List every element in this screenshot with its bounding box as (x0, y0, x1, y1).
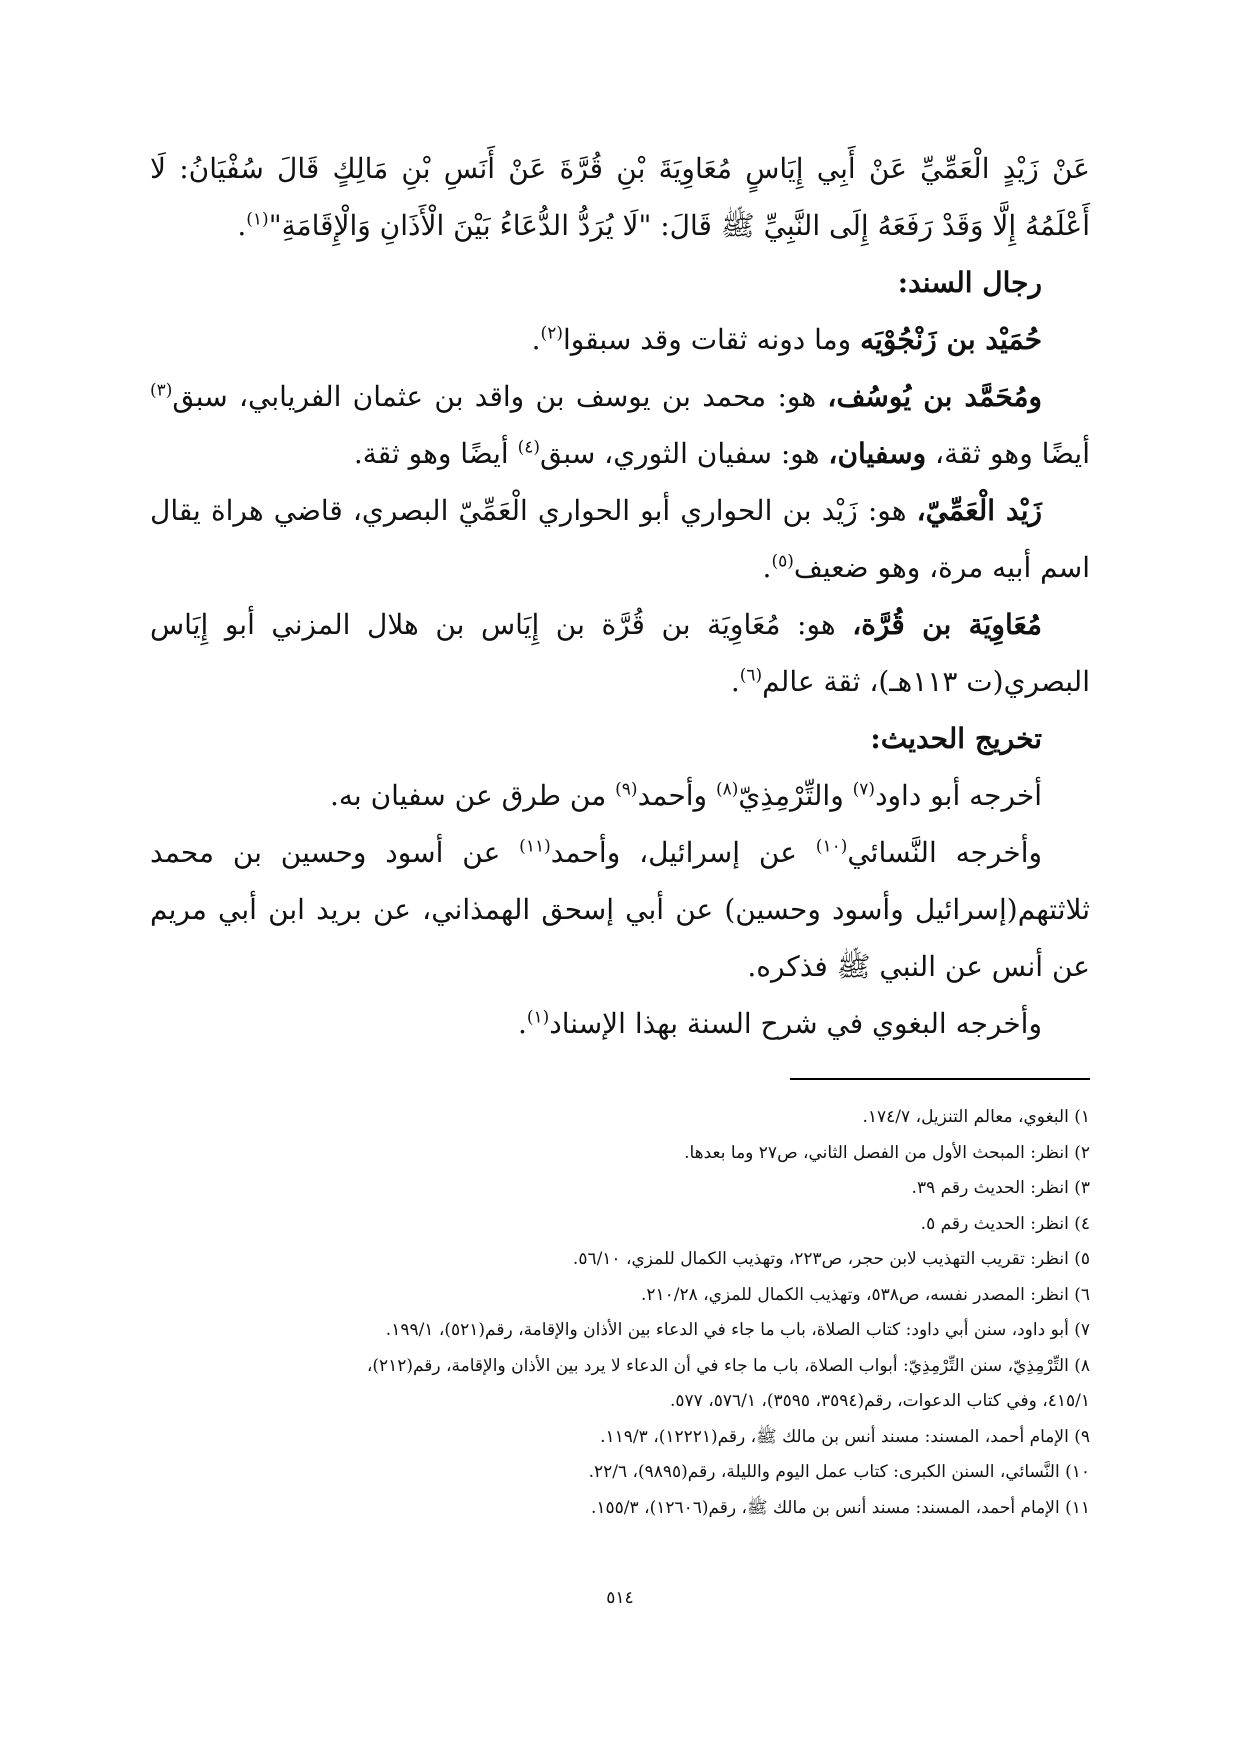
footnote-ref[interactable]: (٢) (540, 323, 563, 344)
hadith-text-paragraph: عَنْ زَيْدٍ الْعَمِّيِّ عَنْ أَبِي إِيَاسٍ مُعَاوِيَةَ بْنِ قُرَّةَ عَنْ أَنَسِ بْنِ مَالِكٍ قَالَ سُفْيَانُ: لَا أَعْلَمُهُ إِلَّا وَقَدْ رَفَعَهُ إِلَى النَّبِيِّ ﷺ قَالَ: "لَا يُرَدُّ الدُّعَاءُ بَيْنَ الْأَذَانِ وَالْإِقَامَةِ"$^{(١)}$. (150, 152, 1090, 242)
footnote-ref[interactable]: (١١) (519, 836, 551, 857)
footnotes-list (150, 1100, 1090, 1526)
footnote-item: ٩) الإمام أحمد، المسند: مسند أنس بن مالك ﷺ، رقم(١٢٢٢١)، ١١٩/٣. (600, 1426, 1090, 1447)
takhrij-paragraph: وأخرجه النَّسائي$^{(١٠)}$ عن إسرائيل، وأحمد$^{(١١)}$ عن أسود وحسين بن محمد ثلاثتهم(إسرائيل وأسود وحسين) عن أبي إسحق الهمذاني، عن بريد ابن أبي مريم عن أنس عن النبي ﷺ فذكره. (150, 836, 1090, 983)
narrator-name: وسفيان، (828, 437, 927, 470)
takhrij-paragraph: وأخرجه البغوي في شرح السنة بهذا الإسناد$^{(١)}$. (517, 1007, 1042, 1040)
narrator-name: ومُحَمَّد بن يُوسُف، (827, 380, 1042, 413)
main-text (150, 140, 1090, 1052)
section-heading-rijal: رجال السند: (897, 266, 1042, 299)
footnote-item: ٥) انظر: تقريب التهذيب لابن حجر، ص٢٢٣، وتهذيب الكمال للمزي، ٥٦/١٠. (572, 1249, 1090, 1269)
footnote-ref[interactable]: (٣) (150, 380, 173, 401)
footnote-ref[interactable]: (٤) (517, 437, 541, 458)
footnote-item: ١٠) النَّسائي، السنن الكبرى: كتاب عمل اليوم والليلة، رقم(٩٨٩٥)، ٢٢/٦. (588, 1462, 1090, 1482)
narrator-name: مُعَاوِيَة بن قُرَّة، (852, 608, 1042, 641)
footnote-ref[interactable]: (١٠) (815, 836, 848, 857)
narrator-paragraph: حُمَيْد بن زَنْجُوْيَه وما دونه ثقات وقد سبقوا$^{(٢)}$. (531, 323, 1042, 356)
footnote-item-continuation: ٤١٥/١، وفي كتاب الدعوات، رقم(٣٥٩٤، ٣٥٩٥)، ٥٧٦/١، ٥٧٧. (670, 1391, 1090, 1411)
footnote-item: ١) البغوي، معالم التنزيل، ١٧٤/٧. (862, 1107, 1090, 1127)
footnote-item: ٤) انظر: الحديث رقم ٥. (920, 1213, 1090, 1234)
narrator-paragraph: مُعَاوِيَة بن قُرَّة، هو: مُعَاوِيَة بن قُرَّة بن إِيَاس بن هلال المزني أبو إِيَاس البصري(ت ١١٣هـ)، ثقة عالم$^{(٦)}$. (150, 608, 1090, 698)
narrator-paragraph: زَيْد الْعَمِّيّ، هو: زَيْد بن الحواري أبو الحواري الْعَمِّيّ البصري، قاضي هراة يقال اسم أبيه مرة، وهو ضعيف$^{(٥)}$. (150, 494, 1090, 584)
page-body (150, 140, 1090, 1052)
footnote-item: ١١) الإمام أحمد، المسند: مسند أنس بن مالك ﷺ، رقم(١٢٦٠٦)، ١٥٥/٣. (591, 1497, 1090, 1518)
narrator-name: حُمَيْد بن زَنْجُوْيَه (860, 323, 1042, 356)
hadith-text: عَنْ زَيْدٍ الْعَمِّيِّ عَنْ أَبِي إِيَاسٍ مُعَاوِيَةَ بْنِ قُرَّةَ عَنْ أَنَسِ بْنِ مَالِكٍ قَالَ سُفْيَانُ: لَا أَعْلَمُهُ إِلَّا وَقَدْ رَفَعَهُ إِلَى النَّبِيِّ ﷺ قَالَ: "لَا يُرَدُّ الدُّعَاءُ بَيْنَ الْأَذَانِ وَالْإِقَامَةِ" (150, 152, 1090, 242)
footnote-item: ٢) انظر: المبحث الأول من الفصل الثاني، ص٢٧ وما بعدها. (684, 1142, 1090, 1163)
footnote-ref[interactable]: (١) (526, 1007, 550, 1028)
footnote-ref[interactable]: (٦) (739, 665, 763, 686)
footnote-ref[interactable]: (٥) (771, 551, 794, 572)
footnote-ref[interactable]: (٨) (715, 779, 739, 800)
footnote-item: ٣) انظر: الحديث رقم ٣٩. (911, 1178, 1090, 1198)
footnote-item: ٨) التِّرْمِذِيّ، سنن التِّرْمِذِيّ: أبواب الصلاة، باب ما جاء في أن الدعاء لا يرد بين الأذان والإقامة، رقم(٢١٢)، (366, 1355, 1090, 1376)
footnote-ref[interactable]: (١) (246, 209, 269, 230)
footnote-item: ٧) أبو داود، سنن أبي داود: كتاب الصلاة، باب ما جاء في الدعاء بين الأذان والإقامة، رقم(٥٢١)، ١٩٩/١. (385, 1320, 1090, 1340)
footnote-item: ٦) انظر: المصدر نفسه، ص٥٣٨، وتهذيب الكمال للمزي، ٢١٠/٢٨. (640, 1284, 1090, 1305)
section-heading-takhrij: تخريج الحديث: (870, 722, 1042, 755)
footnote-ref[interactable]: (٩) (615, 779, 638, 800)
footnote-ref[interactable]: (٧) (852, 779, 876, 800)
narrator-paragraph: ومُحَمَّد بن يُوسُف، هو: محمد بن يوسف بن واقد بن عثمان الفريابي، سبق$^{(٣)}$ أيضًا وهو ثقة، وسفيان، هو: سفيان الثوري، سبق$^{(٤)}$ أيضًا وهو ثقة. (150, 380, 1090, 470)
takhrij-paragraph: أخرجه أبو داود$^{(٧)}$ والتِّرْمِذِيّ$^{(٨)}$ وأحمد$^{(٩)}$ من طرق عن سفيان به. (329, 779, 1042, 812)
narrator-name: زَيْد الْعَمِّيّ، (916, 494, 1043, 527)
page-number: ٥١٤ (606, 1588, 634, 1608)
footnote-separator (790, 1078, 1090, 1080)
